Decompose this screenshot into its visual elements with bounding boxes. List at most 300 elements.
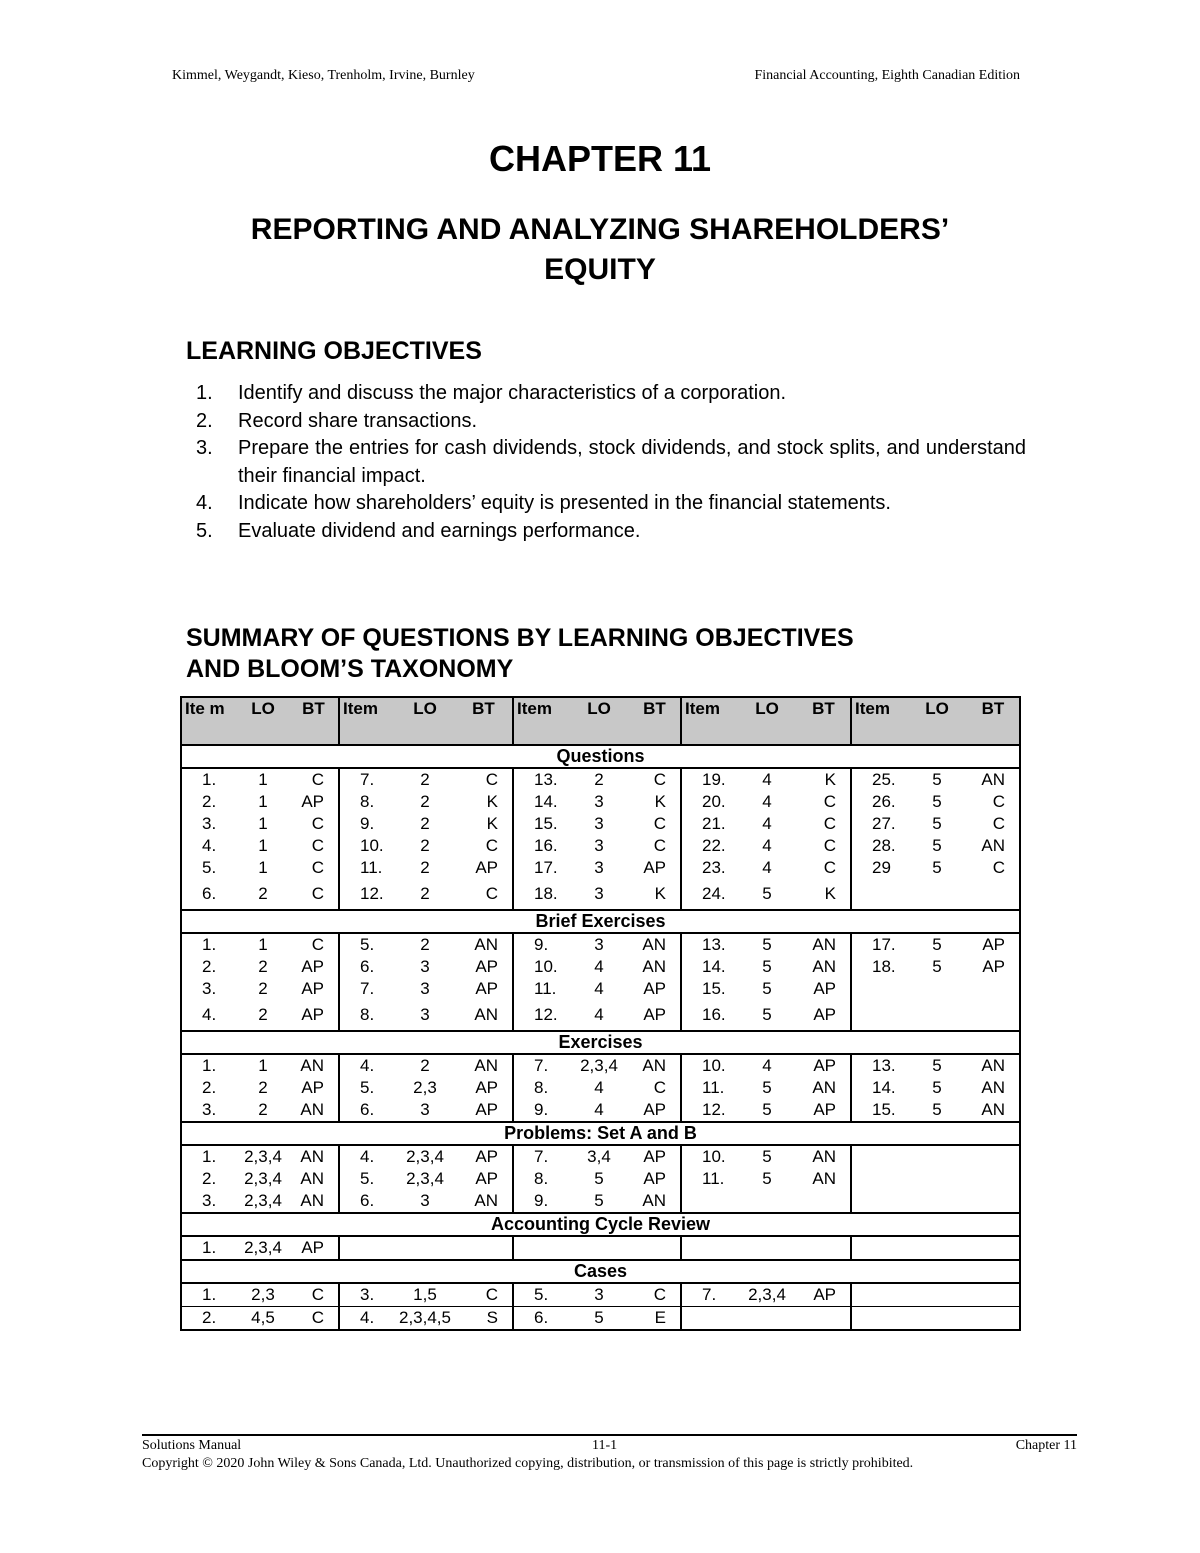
table-cell — [907, 1190, 967, 1213]
table-row — [181, 813, 1020, 835]
learning-objective-item — [196, 380, 1026, 408]
table-cell — [851, 1236, 907, 1260]
table-cell: 3 — [569, 1283, 629, 1307]
table-row — [181, 933, 1020, 956]
table-cell: 3. — [202, 814, 217, 833]
column-header: Item — [339, 697, 395, 745]
table-cell: 2,3,4 — [244, 1238, 282, 1257]
table-cell: 3 — [594, 884, 604, 903]
table-cell: 2 — [258, 1100, 268, 1119]
table-cell: AP — [982, 935, 1005, 954]
table-cell: 7. — [339, 978, 395, 1004]
table-cell: AN — [981, 1078, 1005, 1097]
table-cell: 4 — [594, 1005, 604, 1024]
table-cell: 1 — [258, 858, 268, 877]
table-row — [181, 1004, 1020, 1031]
table-row — [181, 1190, 1020, 1213]
table-cell: 5 — [762, 979, 772, 998]
table-cell: 2 — [594, 770, 604, 789]
table-cell: K — [824, 770, 836, 789]
table-cell: 5 — [762, 957, 772, 976]
table-cell: 11. — [339, 857, 395, 883]
table-cell: AN — [981, 1100, 1005, 1119]
table-cell: 20. — [681, 791, 737, 813]
table-cell: C — [992, 814, 1005, 833]
table-cell: C — [455, 1283, 513, 1307]
column-header: LO — [737, 697, 797, 745]
table-cell: C — [485, 770, 498, 789]
table-cell: 5 — [932, 1078, 942, 1097]
learning-objective-item — [196, 518, 1026, 546]
table-cell: 5 — [932, 935, 942, 954]
table-cell: 7. — [513, 1054, 569, 1077]
chapter-number: CHAPTER 11 — [488, 138, 712, 179]
table-cell — [967, 883, 1020, 910]
table-cell: 24. — [681, 883, 737, 910]
table-cell: 1. — [202, 1238, 217, 1257]
footer-manual: Solutions Manual — [142, 1438, 242, 1453]
table-cell: AN — [981, 770, 1005, 789]
table-cell — [851, 1307, 907, 1331]
objective-text: Record share transactions. — [238, 409, 478, 432]
table-cell: K — [654, 884, 666, 903]
table-cell — [967, 1307, 1020, 1331]
table-row — [181, 1168, 1020, 1190]
table-cell: 1. — [181, 1283, 237, 1307]
table-cell: 3 — [594, 935, 604, 954]
table-row — [181, 1099, 1020, 1122]
table-cell: 4 — [762, 1056, 772, 1075]
table-cell: C — [823, 814, 836, 833]
table-row — [181, 857, 1020, 883]
table-cell — [907, 883, 967, 910]
table-cell — [967, 1283, 1020, 1307]
table-header-row — [181, 697, 1020, 745]
table-cell: C — [311, 884, 324, 903]
table-cell: AN — [642, 935, 666, 954]
table-cell: 14. — [851, 1077, 907, 1099]
section-title: Problems: Set A and B — [181, 1122, 1020, 1145]
table-cell: 10. — [681, 1054, 737, 1077]
table-cell: AN — [474, 1005, 498, 1024]
table-cell: S — [455, 1307, 513, 1331]
table-cell: 8. — [513, 1168, 569, 1190]
column-header: BT — [797, 697, 851, 745]
table-cell — [569, 1236, 629, 1260]
table-cell: 8. — [513, 1077, 569, 1099]
table-cell: 2,3 — [237, 1283, 289, 1307]
table-cell — [967, 1190, 1020, 1213]
table-cell: AN — [300, 1056, 324, 1075]
table-cell: AP — [301, 957, 324, 976]
table-cell: C — [653, 1078, 666, 1097]
learning-objective-item — [196, 435, 1026, 490]
objective-number: 4. — [196, 492, 213, 514]
table-cell — [907, 1283, 967, 1307]
table-cell: AN — [474, 1056, 498, 1075]
objective-number: 2. — [196, 409, 213, 432]
table-cell: 11. — [513, 978, 569, 1004]
table-cell: 4 — [594, 1078, 604, 1097]
table-cell: C — [311, 836, 324, 855]
table-cell: 3. — [202, 1191, 217, 1210]
table-cell: 2,3,4 — [406, 1147, 444, 1166]
table-cell: 6. — [513, 1307, 569, 1331]
table-cell: 18. — [851, 956, 907, 978]
table-cell: 10. — [339, 835, 395, 857]
table-cell: 2. — [202, 957, 217, 976]
learning-objectives-heading: LEARNING OBJECTIVES — [186, 337, 482, 365]
table-cell: K — [654, 792, 666, 811]
table-cell: 7. — [681, 1283, 737, 1307]
table-cell: 9. — [513, 1190, 569, 1213]
table-cell: AN — [300, 1169, 324, 1188]
table-cell: 3,4 — [587, 1147, 611, 1166]
table-cell: 2,3,4 — [244, 1147, 282, 1166]
table-cell: AN — [812, 957, 836, 976]
table-cell: E — [629, 1307, 681, 1331]
table-cell — [967, 978, 1020, 1004]
table-cell — [737, 1307, 797, 1331]
table-cell: AP — [475, 1169, 498, 1188]
table-cell: 5 — [932, 957, 942, 976]
table-cell: 3 — [420, 1100, 430, 1119]
table-cell: 5 — [762, 1169, 772, 1188]
table-cell — [907, 978, 967, 1004]
table-cell: 3 — [594, 814, 604, 833]
column-header: LO — [569, 697, 629, 745]
table-row — [181, 978, 1020, 1004]
objective-text: Evaluate dividend and earnings performance. — [238, 519, 641, 542]
footer-chapter: Chapter 11 — [1015, 1438, 1077, 1453]
table-cell — [797, 1307, 851, 1331]
table-cell — [967, 1168, 1020, 1190]
table-cell — [851, 1168, 907, 1190]
table-cell: 2. — [181, 1307, 237, 1331]
table-cell: AN — [812, 1169, 836, 1188]
table-cell: 2 — [258, 1005, 268, 1024]
table-cell: 2 — [258, 884, 268, 903]
table-cell: 4 — [762, 836, 772, 855]
table-cell — [907, 1168, 967, 1190]
column-header: BT — [289, 697, 339, 745]
table-cell: 5 — [932, 1100, 942, 1119]
table-cell: 6. — [339, 956, 395, 978]
table-cell: 2 — [420, 858, 430, 877]
table-cell: 5 — [932, 792, 942, 811]
table-cell: 2 — [420, 836, 430, 855]
section-title: Exercises — [181, 1031, 1020, 1054]
table-cell: 3. — [339, 1283, 395, 1307]
table-cell: AP — [643, 858, 666, 877]
chapter-title-line: EQUITY — [544, 253, 656, 286]
table-cell: 5 — [594, 1169, 604, 1188]
table-row — [181, 768, 1020, 791]
table-cell: 4 — [762, 770, 772, 789]
table-cell: 2,3 — [413, 1078, 437, 1097]
learning-objective-item — [196, 408, 1026, 436]
section-header-row — [181, 745, 1020, 768]
table-cell — [737, 1190, 797, 1213]
column-header: BT — [629, 697, 681, 745]
table-cell: C — [629, 1283, 681, 1307]
page-footer — [142, 1434, 1077, 1472]
table-cell: AP — [643, 1005, 666, 1024]
table-cell: AP — [475, 1147, 498, 1166]
header-authors: Kimmel, Weygandt, Kieso, Trenholm, Irvine, Burnley — [172, 68, 475, 83]
table-cell: 3. — [202, 1100, 217, 1119]
section-title: Brief Exercises — [181, 910, 1020, 933]
table-cell: 3. — [202, 979, 217, 998]
learning-objectives-list — [196, 380, 1026, 545]
table-cell: 2. — [202, 792, 217, 811]
table-row — [181, 1307, 1020, 1331]
table-cell: 1. — [202, 770, 217, 789]
table-cell: AN — [300, 1100, 324, 1119]
table-cell: C — [653, 814, 666, 833]
table-cell: C — [289, 1283, 339, 1307]
table-cell: 4 — [762, 858, 772, 877]
table-row — [181, 791, 1020, 813]
table-cell: 17. — [851, 933, 907, 956]
table-cell: 7. — [339, 768, 395, 791]
table-cell: 2. — [202, 1078, 217, 1097]
table-cell: 5 — [762, 1147, 772, 1166]
table-cell — [851, 883, 907, 910]
table-cell: 8. — [339, 791, 395, 813]
table-row — [181, 1145, 1020, 1168]
table-cell: 2,3,4 — [244, 1169, 282, 1188]
table-cell — [907, 1307, 967, 1331]
table-cell: AN — [812, 935, 836, 954]
table-row — [181, 1236, 1020, 1260]
table-cell: 14. — [513, 791, 569, 813]
table-cell: AP — [813, 979, 836, 998]
table-cell: 8. — [339, 1004, 395, 1031]
table-cell: 5 — [762, 1005, 772, 1024]
table-cell: 4. — [339, 1054, 395, 1077]
column-header: Item — [513, 697, 569, 745]
table-cell: 5 — [932, 814, 942, 833]
table-cell: AN — [474, 1191, 498, 1210]
table-cell: 1 — [258, 1056, 268, 1075]
table-cell: AP — [813, 1056, 836, 1075]
table-cell: 1 — [258, 770, 268, 789]
table-cell — [737, 1236, 797, 1260]
table-cell: AP — [797, 1283, 851, 1307]
table-cell: 13. — [513, 768, 569, 791]
table-cell: 3 — [594, 792, 604, 811]
table-cell: 5 — [932, 770, 942, 789]
table-cell: AP — [643, 979, 666, 998]
table-cell: C — [992, 858, 1005, 877]
table-cell: 4 — [762, 814, 772, 833]
table-cell: K — [486, 792, 498, 811]
table-cell: 15. — [851, 1099, 907, 1122]
table-cell: C — [653, 836, 666, 855]
table-cell: AN — [812, 1078, 836, 1097]
table-row — [181, 1283, 1020, 1307]
table-cell — [851, 1190, 907, 1213]
table-cell: AP — [813, 1100, 836, 1119]
table-cell: 1,5 — [395, 1283, 455, 1307]
table-cell: 17. — [513, 857, 569, 883]
column-header: Item — [851, 697, 907, 745]
table-cell: 4 — [594, 979, 604, 998]
table-cell: 2 — [420, 770, 430, 789]
table-cell: 3 — [594, 858, 604, 877]
column-header: Ite m — [181, 697, 237, 745]
objective-text: Indicate how shareholders’ equity is presented in the financial statements. — [238, 492, 891, 514]
table-row — [181, 835, 1020, 857]
table-cell: AN — [812, 1147, 836, 1166]
table-cell: 1. — [202, 935, 217, 954]
table-cell: 2,3,4 — [244, 1191, 282, 1210]
table-cell: 12. — [681, 1099, 737, 1122]
table-cell: 23. — [681, 857, 737, 883]
table-cell: 5 — [569, 1307, 629, 1331]
table-cell: 5 — [932, 1056, 942, 1075]
table-cell: C — [823, 858, 836, 877]
summary-heading-line: AND BLOOM’S TAXONOMY — [186, 655, 514, 683]
summary-table — [180, 696, 1021, 1331]
table-cell: AN — [981, 1056, 1005, 1075]
table-cell: 1 — [258, 935, 268, 954]
table-cell: 21. — [681, 813, 737, 835]
table-cell: 12. — [339, 883, 395, 910]
objective-number: 3. — [196, 437, 213, 459]
table-cell: 7. — [513, 1145, 569, 1168]
section-title: Cases — [181, 1260, 1020, 1283]
footer-copyright: Copyright © 2020 John Wiley & Sons Canada, Ltd. Unauthorized copying, distribution, or transmission of this page is strictly prohibited. — [142, 1456, 914, 1471]
table-cell: 9. — [513, 1099, 569, 1122]
table-cell: 2,3,4 — [406, 1169, 444, 1188]
table-cell: 10. — [681, 1145, 737, 1168]
table-cell: 27. — [851, 813, 907, 835]
table-cell: AP — [643, 1100, 666, 1119]
table-cell: 12. — [513, 1004, 569, 1031]
table-cell: 4 — [594, 957, 604, 976]
table-cell: AP — [475, 957, 498, 976]
table-cell: 2 — [258, 957, 268, 976]
summary-heading-line: SUMMARY OF QUESTIONS BY LEARNING OBJECTIVES — [186, 624, 854, 652]
table-cell: 15. — [513, 813, 569, 835]
table-cell: 16. — [513, 835, 569, 857]
table-cell: 2 — [420, 1056, 430, 1075]
table-cell: 5. — [339, 933, 395, 956]
table-cell: 4. — [339, 1307, 395, 1331]
footer-page-number: 11-1 — [592, 1438, 618, 1453]
table-cell: C — [653, 770, 666, 789]
table-cell: AN — [474, 935, 498, 954]
table-cell: 1 — [258, 814, 268, 833]
section-header-row — [181, 1031, 1020, 1054]
summary-heading — [186, 623, 854, 685]
table-cell: 2 — [258, 1078, 268, 1097]
section-title: Accounting Cycle Review — [181, 1213, 1020, 1236]
table-cell: 3 — [594, 836, 604, 855]
table-cell: 6. — [202, 884, 217, 903]
table-cell: 13. — [851, 1054, 907, 1077]
table-cell: 4,5 — [237, 1307, 289, 1331]
table-cell: C — [485, 884, 498, 903]
table-cell — [681, 1307, 737, 1331]
table-cell — [851, 1004, 907, 1031]
table-cell — [681, 1190, 737, 1213]
table-cell: 2 — [420, 814, 430, 833]
header-book-title: Financial Accounting, Eighth Canadian Edition — [754, 68, 1020, 83]
table-cell: 13. — [681, 933, 737, 956]
table-cell: C — [311, 858, 324, 877]
table-cell: 2 — [258, 979, 268, 998]
table-cell: 6. — [339, 1190, 395, 1213]
table-cell — [851, 1283, 907, 1307]
table-cell: 9. — [339, 813, 395, 835]
table-cell: C — [311, 814, 324, 833]
table-cell: 2. — [202, 1169, 217, 1188]
table-cell: 10. — [513, 956, 569, 978]
section-header-row — [181, 1260, 1020, 1283]
table-cell: AP — [982, 957, 1005, 976]
column-header: LO — [907, 697, 967, 745]
section-title: Questions — [181, 745, 1020, 768]
table-cell: 19. — [681, 768, 737, 791]
table-cell — [967, 1145, 1020, 1168]
table-cell — [681, 1236, 737, 1260]
table-cell: 5 — [932, 858, 942, 877]
table-row — [181, 1077, 1020, 1099]
table-cell: 4. — [339, 1145, 395, 1168]
table-row — [181, 883, 1020, 910]
table-cell: AP — [475, 1100, 498, 1119]
table-cell: 5 — [762, 1100, 772, 1119]
table-cell — [395, 1236, 455, 1260]
table-cell: 4. — [202, 1005, 217, 1024]
table-row — [181, 1054, 1020, 1077]
table-cell: 2,3,4 — [737, 1283, 797, 1307]
table-cell: 4 — [762, 792, 772, 811]
table-cell: 5 — [594, 1191, 604, 1210]
table-cell: C — [992, 792, 1005, 811]
table-cell: AN — [300, 1191, 324, 1210]
table-row — [181, 956, 1020, 978]
table-cell: AP — [301, 1078, 324, 1097]
table-cell: 25. — [851, 768, 907, 791]
column-header: BT — [967, 697, 1020, 745]
table-cell — [455, 1236, 513, 1260]
table-cell — [339, 1236, 395, 1260]
table-cell: 26. — [851, 791, 907, 813]
table-cell: AP — [301, 792, 324, 811]
table-cell — [907, 1145, 967, 1168]
table-cell — [967, 1004, 1020, 1031]
table-cell: C — [311, 935, 324, 954]
table-cell — [797, 1190, 851, 1213]
table-cell: 5. — [339, 1168, 395, 1190]
table-cell: 1. — [202, 1147, 217, 1166]
table-cell — [513, 1236, 569, 1260]
table-cell — [797, 1236, 851, 1260]
section-header-row — [181, 910, 1020, 933]
table-cell: 1 — [258, 792, 268, 811]
table-cell: 14. — [681, 956, 737, 978]
table-cell: AN — [642, 1191, 666, 1210]
objective-number: 1. — [196, 382, 213, 404]
table-cell: C — [485, 836, 498, 855]
table-cell: 3 — [420, 1005, 430, 1024]
column-header: Item — [681, 697, 737, 745]
table-cell: K — [824, 884, 836, 903]
